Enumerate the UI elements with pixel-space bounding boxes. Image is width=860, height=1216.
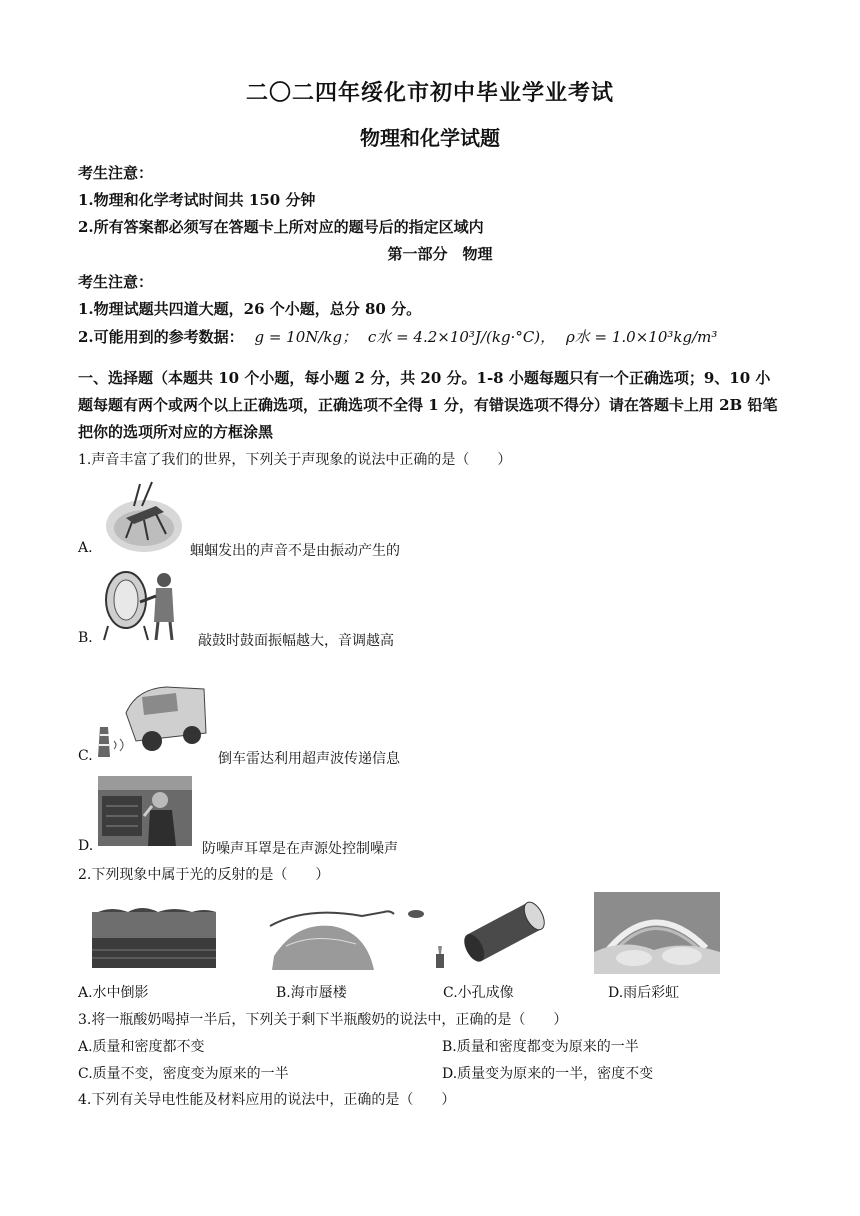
part1-notice-item-2: [78, 326, 717, 347]
general-notice-heading: 考生注意：: [78, 164, 154, 182]
q1-option-b-text: 敲鼓时鼓面振幅越大，音调越高: [198, 633, 394, 649]
part1-notice-heading: 考生注意：: [78, 273, 154, 291]
q2-option-b: B.海市蜃楼: [276, 985, 347, 1001]
reference-data-label: 2.可能用到的参考数据：: [78, 328, 244, 346]
q1-option-d-text: 防噪声耳罩是在声源处控制噪声: [202, 841, 398, 857]
earmuff-worker-image: [98, 776, 192, 846]
q4-stem: 4.下列有关导电性能及材料应用的说法中，正确的是（ ）: [78, 1092, 456, 1108]
grasshopper-image: [104, 476, 184, 552]
q3-option-b: B.质量和密度都变为原来的一半: [442, 1039, 639, 1055]
q3-stem: 3.将一瓶酸奶喝掉一半后，下列关于剩下半瓶酸奶的说法中，正确的是（ ）: [78, 1012, 568, 1028]
ref-gravity: g = 10N/kg；: [254, 328, 358, 346]
q3-option-a: A.质量和密度都不变: [78, 1039, 205, 1055]
q1-option-d-label: D.: [78, 838, 94, 854]
ref-density: ρ水 = 1.0×10³kg/m³: [565, 328, 718, 346]
q1-option-c-text: 倒车雷达利用超声波传递信息: [218, 751, 400, 767]
part1-title: 第一部分 物理: [387, 245, 493, 263]
section1-instructions: 一、选择题（本题共 10 个小题，每小题 2 分，共 20 分。1-8 小题每题只有一个正确选项；9、10 小题每题有两个或两个以上正确选项，正确选项不全得 1 分，有错误选项不得分）请在答题卡上用 2B 铅笔把你的选项所对应的方框涂黑: [78, 369, 778, 441]
exam-subtitle: 物理和化学试题: [360, 126, 500, 150]
q1-option-a-text: 蝈蝈发出的声音不是由振动产生的: [190, 543, 400, 559]
q3-option-c: C.质量不变，密度变为原来的一半: [78, 1066, 289, 1082]
part1-notice-item-1: 1.物理试题共四道大题，26 个小题，总分 80 分。: [78, 300, 422, 318]
drum-image: [100, 566, 182, 642]
q1-stem: 1.声音丰富了我们的世界，下列关于声现象的说法中正确的是（ ）: [78, 452, 512, 468]
q1-option-a-label: A.: [78, 540, 93, 556]
q2-option-c: C.小孔成像: [443, 985, 514, 1001]
reversing-radar-image: [96, 683, 208, 765]
pinhole-image: [432, 898, 548, 970]
rainbow-image: [594, 892, 720, 974]
mirage-image: [266, 896, 434, 972]
q2-option-a: A.水中倒影: [78, 985, 149, 1001]
q1-option-b-label: B.: [78, 630, 93, 646]
exam-title: 二〇二四年绥化市初中毕业学业考试: [245, 80, 614, 106]
ref-specific-heat: c水 = 4.2×10³J/(kg·°C)，: [367, 328, 556, 346]
q2-option-d: D.雨后彩虹: [608, 985, 680, 1001]
general-notice-item-1: 1.物理和化学考试时间共 150 分钟: [78, 191, 316, 209]
water-reflection-image: [92, 904, 216, 974]
general-notice-item-2: 2.所有答案都必须写在答题卡上所对应的题号后的指定区域内: [78, 218, 484, 236]
q2-stem: 2.下列现象中属于光的反射的是（ ）: [78, 867, 330, 883]
q3-option-d: D.质量变为原来的一半，密度不变: [442, 1066, 654, 1082]
q1-option-c-label: C.: [78, 748, 93, 764]
